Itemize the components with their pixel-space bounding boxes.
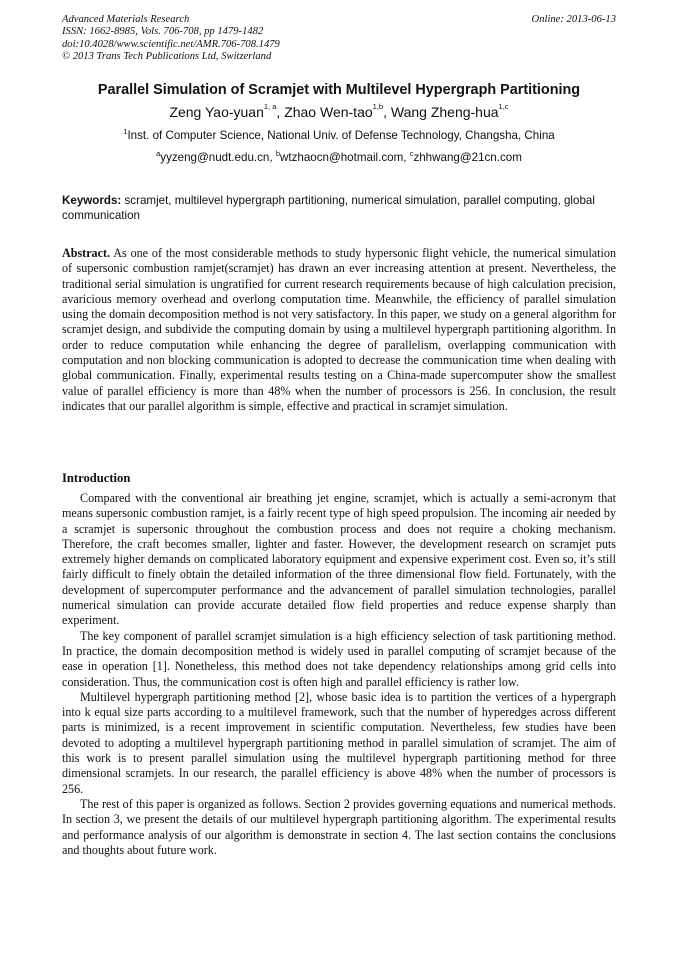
keywords — [62, 194, 616, 223]
affiliation-text: Inst. of Computer Science, National Univ. of Defense Technology, Changsha, China — [127, 129, 555, 142]
author-affil-sup: 1,c — [498, 102, 509, 111]
online-date: Online: 2013-06-13 — [531, 14, 616, 25]
email-sup: c — [409, 149, 414, 158]
email-a: yyzeng@nudt.edu.cn, — [160, 151, 276, 164]
doi-line: doi:10.4028/www.scientific.net/AMR.706-708.1479 — [62, 38, 280, 50]
author-name: Wang Zheng-hua — [390, 104, 499, 120]
author-name: Zeng Yao-yuan — [169, 104, 264, 120]
affiliation-sup: 1 — [123, 127, 128, 136]
author-affil-sup: 1,b — [372, 102, 384, 111]
email-sup: a — [156, 149, 161, 158]
keywords-label: Keywords: — [62, 194, 122, 207]
author-separator: , — [383, 104, 391, 120]
introduction-body — [62, 491, 616, 858]
abstract-text: As one of the most considerable methods to study hypersonic flight vehicle, the numerical simulation of supersonic combustion ramjet(scramjet) has drawn an ever increasing attention at present. Nevertheless, the traditional serial simulation is ungratified for current research requirements because of high calculation precision, avaricious memory overhead and overlong computation time. Meanwhile, the efficiency of parallel simulation using the domain decomposition method is not very satisfactory. In this paper, we study on a general algorithm for scramjet design, and subdivide the computing domain by using a multilevel hypergraph partitioning algorithm. In order to reduce computation while enhancing the degree of parallelism, overlapping communication with computation and non blocking communication is adopted to decrease the communication time when dealing with global communication. Finally, experimental results testing on a China-made supercomputer show the smallest value of parallel efficiency is more than 48% when the number of processors is 256. In conclusion, the result indicates that our parallel algorithm is simple, effective and practical in scramjet simulation. — [62, 246, 616, 413]
paragraph: The key component of parallel scramjet simulation is a high efficiency selection of task partitioning method. In practice, the domain decomposition method is widely used in parallel computing of scramjet because of the ease in operation [1]. Nonetheless, this method does not take dependency relationships among grid cells into consideration. Thus, the communication cost is often high and parallel efficiency is rather low. — [62, 628, 616, 689]
paragraph: Compared with the conventional air breathing jet engine, scramjet, which is actually a semi-acronym that means supersonic combustion ramjet, is a fairly recent type of high speed propulsion. The incoming air needed by a scramjet is supersonic throughout the combustion process and does not require a choking mechanism. Therefore, the craft becomes smaller, lighter and faster. However, the development research on scramjet puts extremely higher demands on complicated laboratory equipment and expensive experiment cost. Even so, it’s still fairly difficult to finely obtain the detailed information of the three dimensional flow field. Fortunately, with the development of supercomputer performance and the advancement of parallel simulation technologies, parallel numerical simulation can provide accurate detailed flow field properties and reduce expense sharply than experiment. — [62, 491, 616, 628]
section-heading-introduction: Introduction — [62, 471, 131, 485]
abstract — [62, 246, 616, 414]
author-separator: , — [276, 104, 285, 120]
paragraph: The rest of this paper is organized as follows. Section 2 provides governing equations and numerical methods. In section 3, we present the details of our multilevel hypergraph partitioning algorithm. The experimental results and performance analysis of our algorithm is demonstrate in section 4. The last section contains the conclusions and thoughts about future work. — [62, 796, 616, 857]
email-c: zhhwang@21cn.com — [413, 151, 522, 164]
author-name: Zhao Wen-tao — [284, 104, 373, 120]
affiliation — [62, 129, 616, 142]
paper-title: Parallel Simulation of Scramjet with Multilevel Hypergraph Partitioning — [97, 82, 581, 98]
abstract-label: Abstract. — [62, 246, 111, 260]
author-affil-sup: 1, a — [263, 102, 277, 111]
copyright-line: © 2013 Trans Tech Publications Ltd, Switzerland — [62, 51, 272, 63]
journal-header — [62, 14, 616, 64]
journal-name: Advanced Materials Research — [62, 14, 190, 25]
issn-line: ISSN: 1662-8985, Vols. 706-708, pp 1479-1482 — [62, 26, 264, 38]
author-emails — [62, 151, 616, 164]
keywords-text: scramjet, multilevel hypergraph partitioning, numerical simulation, parallel computing, global communication — [62, 194, 595, 222]
author-list — [62, 104, 616, 120]
paragraph: Multilevel hypergraph partitioning method [2], whose basic idea is to partition the vertices of a hypergraph into k equal size parts according to a multilevel framework, such that the number of hyperedges across different parts is minimized, is a recent improvement in scientific computation. Nevertheless, few studies have been devoted to adopting a multilevel hypergraph partitioning method in parallel simulation of scramjet. The aim of this work is to present parallel simulation using the multilevel hypergraph partitioning method for three dimensional scramjets. In our research, the parallel efficiency is above 48% when the number of processors is 256. — [62, 689, 616, 796]
email-b: wtzhaocn@hotmail.com, — [279, 151, 410, 164]
email-sup: b — [275, 149, 280, 158]
